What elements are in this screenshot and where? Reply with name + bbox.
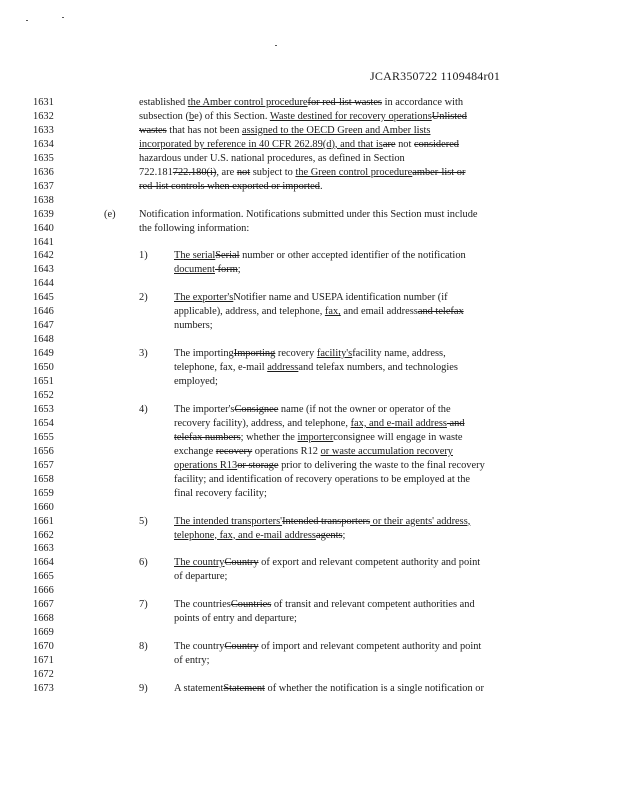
subsection-label: 2) [139, 292, 148, 304]
line-number: 1633 [33, 124, 54, 136]
subsection-label: 6) [139, 557, 148, 569]
text-line [0, 236, 618, 250]
text-line [0, 249, 618, 263]
deleted-text: are [382, 138, 396, 150]
text-line [0, 584, 618, 598]
line-text [139, 208, 478, 222]
text-line [0, 180, 618, 194]
line-number: 1634 [33, 138, 54, 150]
text-line [0, 529, 618, 543]
line-number: 1667 [33, 599, 54, 611]
line-text [174, 515, 470, 529]
line-number: 1640 [33, 222, 54, 234]
deleted-text: considered [414, 138, 460, 150]
text-line [0, 612, 618, 626]
line-text [139, 180, 323, 194]
text-segment: employed; [174, 376, 218, 387]
subsection-label: 9) [139, 682, 148, 694]
text-line [0, 138, 618, 152]
text-line [0, 347, 618, 361]
inserted-text: telephone, fax, and e-mail address [174, 529, 316, 541]
inserted-text: The serial [174, 250, 216, 262]
line-text [174, 347, 446, 361]
line-text [174, 459, 485, 473]
line-number: 1654 [33, 417, 54, 429]
text-segment: telephone, fax, e-mail [174, 362, 268, 374]
text-line [0, 96, 618, 110]
text-line [0, 556, 618, 570]
subsection-label: 5) [139, 515, 148, 527]
inserted-text: facility's [316, 348, 353, 360]
text-line [0, 222, 618, 236]
line-text [139, 96, 463, 110]
text-segment: name (if not the owner or operator of the [278, 403, 451, 415]
text-line [0, 431, 618, 445]
text-line [0, 473, 618, 487]
text-segment: consignee will engage in waste [333, 431, 463, 443]
text-segment: facility; and identification of recovery operations to be employed at the [174, 473, 471, 485]
deleted-text: not [236, 166, 251, 178]
text-segment: subject to [250, 166, 296, 178]
text-line [0, 110, 618, 124]
deleted-text: for red-list wastes [307, 97, 382, 108]
text-line [0, 166, 618, 180]
inserted-text: The exporter's [174, 292, 234, 304]
text-line [0, 515, 618, 529]
text-segment: of export and relevant competent authority and point [258, 557, 481, 569]
text-line [0, 152, 618, 166]
text-segment: The importing [174, 348, 234, 360]
text-line [0, 403, 618, 417]
line-text [174, 529, 345, 543]
text-segment: ; [342, 529, 346, 541]
text-segment: The countries [174, 599, 231, 611]
scan-speck [26, 20, 28, 21]
text-line [0, 654, 618, 668]
text-line [0, 277, 618, 291]
line-text [174, 682, 484, 696]
line-number: 1668 [33, 613, 54, 625]
line-text [174, 361, 458, 375]
text-segment: the following information: [139, 222, 250, 234]
inserted-text: incorporated by reference [139, 138, 249, 150]
deleted-text: Country [224, 641, 259, 652]
line-text [174, 598, 475, 612]
line-text [174, 570, 227, 584]
line-number: 1639 [33, 208, 54, 220]
line-number: 1657 [33, 459, 54, 471]
text-line [0, 487, 618, 501]
text-segment: operations R12 [252, 445, 321, 457]
text-segment: prior to delivering the waste to the final recovery [278, 459, 485, 471]
line-number: 1643 [33, 264, 54, 276]
text-segment: in accordance with [381, 97, 464, 108]
text-segment: and telefax numbers, and technologies [298, 362, 458, 374]
deleted-text: Country [224, 557, 259, 569]
text-segment: facility name, address, [352, 348, 446, 360]
text-segment: Notification information. Notifications submitted under this Section must include [139, 208, 478, 220]
line-number: 1670 [33, 641, 54, 652]
inserted-text: importer [297, 431, 334, 443]
text-line [0, 570, 618, 584]
text-segment: A statement [174, 682, 224, 694]
line-text [139, 124, 430, 138]
text-line [0, 459, 618, 473]
text-line [0, 208, 618, 222]
text-segment: hazardous under U.S. national procedures, as defined in Section [139, 152, 405, 164]
text-line [0, 194, 618, 208]
inserted-text: operations R13 [174, 459, 238, 471]
line-number: 1650 [33, 362, 54, 374]
line-number: 1635 [33, 152, 54, 164]
inserted-text: assigned to the OECD Green and Amber lists [242, 124, 431, 136]
text-line [0, 319, 618, 333]
deleted-text: 722.180(i) [172, 166, 217, 178]
line-text [139, 152, 405, 166]
text-segment: final recovery facility; [174, 487, 267, 499]
line-text [174, 319, 213, 333]
deleted-text: Serial [215, 250, 240, 262]
text-segment: recovery [275, 348, 317, 360]
line-number: 1671 [33, 655, 54, 666]
text-line [0, 626, 618, 640]
text-segment: The importer's [174, 403, 235, 415]
line-number: 1642 [33, 250, 54, 262]
text-segment: ; [237, 264, 241, 276]
deleted-text: or storage [237, 459, 279, 471]
line-number: 1658 [33, 473, 54, 485]
text-segment: e) of this Section. [194, 111, 270, 122]
line-text [174, 417, 465, 431]
line-text [174, 612, 297, 626]
text-line [0, 682, 618, 696]
text-line [0, 417, 618, 431]
text-segment: 722.181 [139, 166, 173, 178]
deleted-text: recovery [215, 445, 253, 457]
line-text [139, 222, 249, 236]
text-segment: of whether the notification is a single notification or [264, 682, 484, 694]
line-text [174, 445, 453, 459]
deleted-text: Countries [230, 599, 272, 611]
line-text [174, 556, 480, 570]
text-line [0, 542, 618, 556]
text-line [0, 333, 618, 347]
line-text [139, 110, 467, 124]
subsection-label: 8) [139, 641, 148, 652]
line-text [174, 654, 210, 668]
text-segment: ; whether the [240, 431, 298, 443]
text-segment: Notifier name and USEPA identification number (if [233, 292, 448, 304]
text-line [0, 445, 618, 459]
text-segment: exchange [174, 445, 216, 457]
line-number: 1664 [33, 557, 54, 569]
line-number: 1669 [33, 627, 54, 639]
text-line [0, 501, 618, 515]
line-text [174, 487, 267, 501]
text-line [0, 598, 618, 612]
inserted-text: or waste accumulation recovery [320, 445, 453, 457]
line-number: 1652 [33, 389, 54, 401]
text-line [0, 263, 618, 277]
line-number: 1661 [33, 515, 54, 527]
text-segment: applicable), address, and telephone, [174, 306, 325, 318]
document-code-header: JCAR350722 1109484r01 [370, 69, 501, 83]
line-number: 1666 [33, 585, 54, 597]
text-segment: points of entry and departure; [174, 613, 297, 625]
line-number: 1663 [33, 543, 54, 555]
subsection-label: 1) [139, 250, 148, 262]
deleted-text: red-list controls when exported or imported [139, 180, 320, 192]
inserted-text: The country [174, 557, 225, 569]
text-segment: , are [216, 166, 237, 178]
text-segment: The country [174, 641, 225, 652]
deleted-text: and telefax [417, 306, 464, 318]
inserted-text: Waste destined for recovery operations [269, 111, 432, 122]
line-text [174, 249, 466, 263]
line-text [174, 473, 470, 487]
inserted-text: document [174, 264, 215, 276]
line-text [174, 263, 241, 277]
line-number: 1641 [33, 236, 54, 248]
inserted-text: fax, [324, 306, 341, 318]
scan-speck [275, 45, 277, 46]
line-number: 1653 [33, 403, 54, 415]
text-line [0, 668, 618, 682]
text-segment: subsection ( [139, 111, 189, 122]
text-segment: established [139, 97, 188, 108]
deleted-text: Intended transporters [282, 515, 371, 527]
line-text [174, 640, 481, 654]
text-segment: of entry; [174, 655, 210, 666]
subsection-label: 4) [139, 403, 148, 415]
text-line [0, 291, 618, 305]
text-segment: not [395, 138, 414, 150]
inserted-text: b [188, 111, 195, 122]
text-segment: of import and relevant competent authority and point [258, 641, 482, 652]
text-segment: that has not been [166, 124, 243, 136]
deleted-text: agents [315, 529, 343, 541]
text-line [0, 305, 618, 319]
text-line [0, 640, 618, 654]
line-text [174, 431, 463, 445]
deleted-text: and [446, 417, 465, 429]
subsection-label: (e) [104, 208, 116, 220]
inserted-text: fax, and e-mail address [350, 417, 447, 429]
inserted-text: address [267, 362, 299, 374]
inserted-text: in 40 CFR 262.89(d), and that is [248, 138, 383, 150]
line-text [174, 291, 448, 305]
text-segment: and email address [340, 306, 418, 318]
deleted-text: wastes [139, 124, 167, 136]
text-line [0, 389, 618, 403]
line-number: 1659 [33, 487, 54, 499]
line-text [139, 166, 465, 180]
inserted-text: the Green control procedure [295, 166, 413, 178]
line-number: 1656 [33, 445, 54, 457]
line-number: 1672 [33, 668, 54, 680]
scan-speck [62, 17, 64, 18]
subsection-label: 7) [139, 599, 148, 611]
line-number: 1673 [33, 682, 54, 694]
deleted-text: Importing [233, 348, 276, 360]
text-line [0, 361, 618, 375]
line-number: 1651 [33, 376, 54, 387]
line-text [139, 138, 459, 152]
line-number: 1631 [33, 97, 54, 108]
text-line [0, 124, 618, 138]
line-number: 1637 [33, 180, 54, 192]
deleted-text: telefax numbers [174, 431, 241, 443]
line-number: 1645 [33, 292, 54, 304]
deleted-text: Statement [223, 682, 265, 694]
line-number: 1648 [33, 334, 54, 346]
text-segment: . [319, 180, 323, 192]
inserted-text: The intended transporters' [174, 515, 283, 527]
line-number: 1632 [33, 111, 54, 122]
text-segment: number or other accepted identifier of the notification [239, 250, 466, 262]
line-text [174, 375, 218, 389]
line-number: 1638 [33, 194, 54, 206]
line-number: 1647 [33, 320, 54, 332]
deleted-text: Consignee [234, 403, 279, 415]
line-number: 1649 [33, 348, 54, 360]
deleted-text: form [214, 264, 238, 276]
line-number: 1665 [33, 571, 54, 583]
line-number: 1655 [33, 431, 54, 443]
inserted-text: or their agents' address, [370, 515, 471, 527]
deleted-text: amber-list or [412, 166, 466, 178]
line-number: 1646 [33, 306, 54, 318]
text-segment: numbers; [174, 320, 213, 332]
line-text [174, 403, 451, 417]
text-segment: of departure; [174, 571, 228, 583]
line-text [174, 305, 464, 319]
text-segment: of transit and relevant competent authorities and [271, 599, 475, 611]
text-segment: recovery facility), address, and telephone, [174, 417, 351, 429]
text-line [0, 375, 618, 389]
line-number: 1660 [33, 501, 54, 513]
subsection-label: 3) [139, 348, 148, 360]
deleted-text: Unlisted [431, 111, 467, 122]
line-number: 1636 [33, 166, 54, 178]
inserted-text: the Amber control procedure [187, 97, 308, 108]
line-number: 1644 [33, 278, 54, 290]
line-number: 1662 [33, 529, 54, 541]
